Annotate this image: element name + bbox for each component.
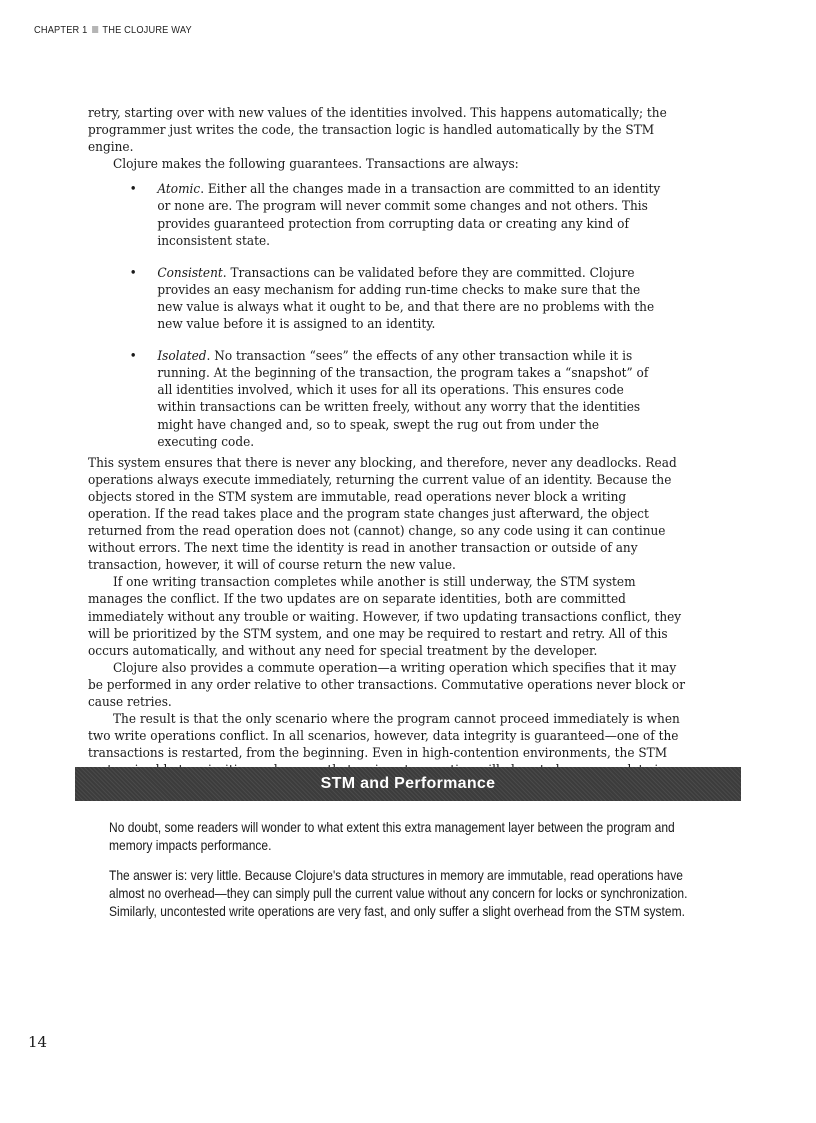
running-header [34, 24, 192, 36]
list-item-term: Consistent [157, 265, 223, 281]
list-item [129, 181, 661, 249]
paragraph: If one writing transaction completes while another is still underway, the STM system manages the conflict. If the two updates are on separate identities, both are committed immediately without any trouble or waiting. However, if two updating transactions conflict, they will be prioritized by the STM system, and one may be required to restart and retry. All of this occurs automatically, and without any need for special treatment by the developer. [88, 575, 682, 659]
list-item-text: . Either all the changes made in a transaction are committed to an identity or none are. The program will never commit some changes and not others. This provides guaranteed protection from corrupting data or creating any kind of inconsistent state. [157, 182, 661, 249]
guarantees-list [88, 181, 662, 450]
paragraph: The result is that the only scenario where the program cannot proceed immediately is when two write operations conflict. In all scenarios, however, data integrity is guaranteed—one of the transactions is restarted, from the beginning. Even in high-contention environments, the STM [88, 712, 680, 762]
paragraph: This system ensures that there is never any blocking, and therefore, never any deadlocks. Read operations always execute immediately, returning the current value of an identity. Because the objects stored in the STM system are immutable, read operations never block a writing operation. If the read takes place and the program state changes just afterward, the object returned from the read operation does not (cannot) change, so any code using it can continue without errors. The next time the identity is read in another transaction or outside of any transaction, however, it will of course return the new value. [88, 455, 677, 574]
main-text [88, 105, 689, 797]
list-item-term: Atomic [157, 182, 201, 198]
bullet-icon: • [129, 349, 137, 365]
list-item-text: . Transactions can be validated before they are committed. Clojure provides an easy mechanism for adding run-time checks to make sure that the new value is always what it ought to be, and that there are no problems with the new value before it is assigned to an identity. [157, 265, 655, 333]
page-number: 14 [28, 1033, 48, 1051]
paragraph: Clojure makes the following guarantees. Transactions are always: [112, 157, 519, 173]
list-item [129, 348, 661, 451]
separator-square-icon [92, 26, 98, 33]
chapter-label: CHAPTER 1 [34, 24, 88, 36]
paragraph: retry, starting over with new values of the identities involved. This happens automatically; the programmer just writes the code, the transaction logic is handled automatically by the STM engine. [88, 106, 667, 156]
list-item-term: Isolated [157, 349, 207, 365]
sidebar-paragraph: The answer is: very little. Because Clojure's data structures in memory are immutable, read operations have almost no overhead—they can simply pull the current value without any concern for locks or synchronization. Similarly, uncontested write operations are very fast, and only suffer a slight overhead from the STM system. [109, 867, 688, 920]
sidebar-header [75, 767, 741, 801]
sidebar-title: STM and Performance [320, 775, 496, 792]
sidebar-body [109, 819, 693, 932]
list-item [129, 265, 661, 333]
bullet-icon: • [129, 265, 137, 281]
bullet-icon: • [129, 182, 137, 198]
paragraph: Clojure also provides a commute operation—a writing operation which specifies that it may be performed in any order relative to other transactions. Commutative operations never block or cause retries. [88, 660, 686, 710]
chapter-title: THE CLOJURE WAY [102, 24, 192, 36]
list-item-text: . No transaction “sees” the effects of any other transaction while it is running. At the beginning of the transaction, the program takes a “snapshot” of all identities involved, which it uses for all its operations. This ensures code within transactions can be written freely, without any worry that the identities might have changed and, so to speak, swept the rug out from under the executing code. [157, 349, 649, 450]
sidebar-paragraph: No doubt, some readers will wonder to what extent this extra management layer between the program and memory impacts performance. [109, 820, 675, 854]
